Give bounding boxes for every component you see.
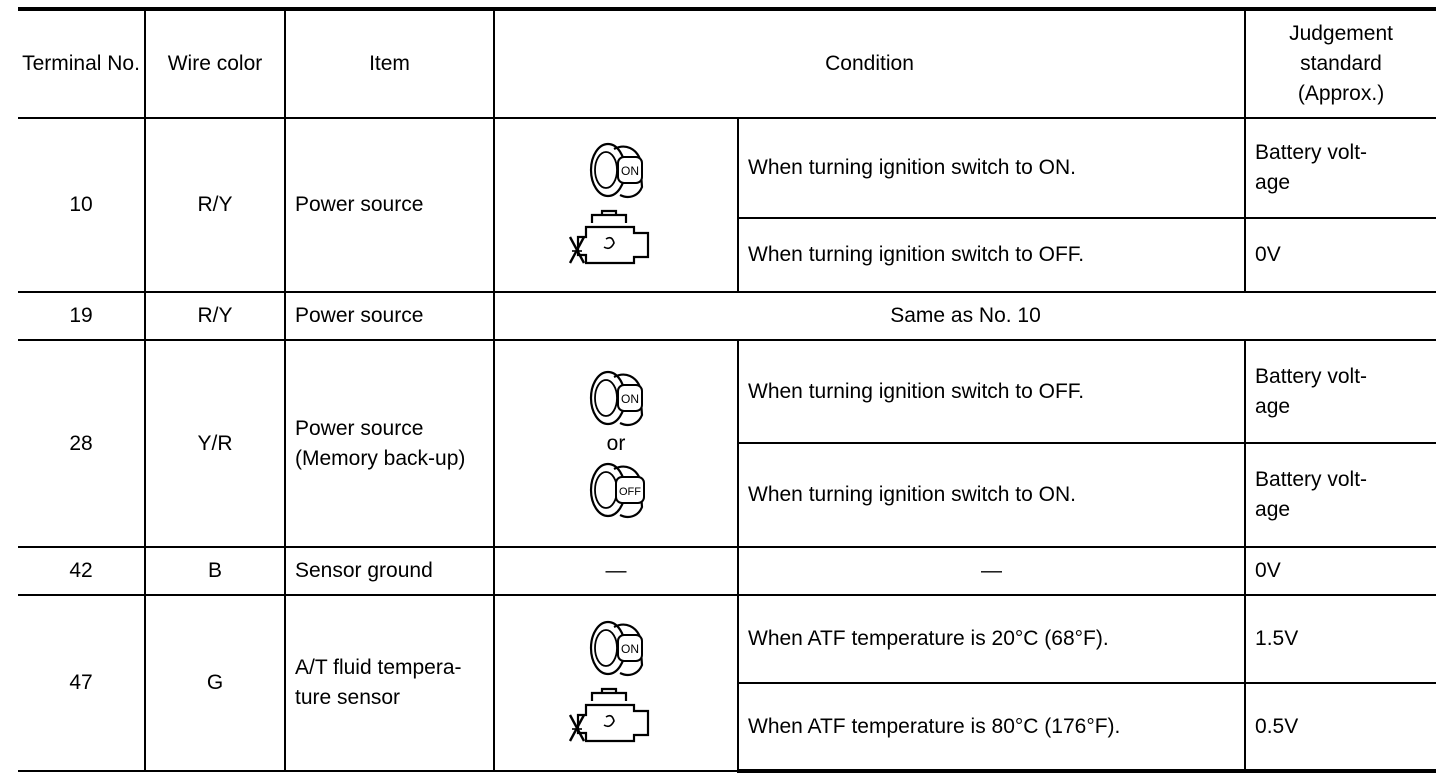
icon-on-label: ON	[621, 642, 639, 656]
condition-text-cell: When turning ignition switch to OFF.	[738, 340, 1245, 443]
judgement-standard-cell: Battery volt- age	[1245, 443, 1436, 547]
terminal-no-cell: 42	[18, 547, 145, 595]
table-row	[18, 340, 1436, 443]
judgement-standard-cell: Battery volt- age	[1245, 118, 1436, 218]
header-terminal-no: Terminal No.	[18, 9, 145, 118]
header-condition: Condition	[494, 9, 1245, 118]
condition-text-cell: When turning ignition switch to OFF.	[738, 218, 1245, 292]
engine-stopped-icon	[564, 207, 668, 273]
judgement-standard-cell: Battery volt- age	[1245, 340, 1436, 443]
judgement-standard-cell: 0V	[1245, 218, 1436, 292]
icon-on-label: ON	[621, 164, 639, 178]
engine-stopped-icon	[564, 685, 668, 751]
terminal-no-cell: 28	[18, 340, 145, 547]
condition-icons-cell	[494, 118, 738, 292]
terminal-no-cell: 10	[18, 118, 145, 292]
ignition-key-off-icon	[578, 457, 654, 523]
terminal-no-cell: 47	[18, 595, 145, 771]
item-cell: Power source (Memory back-up)	[285, 340, 494, 547]
condition-text-cell: —	[738, 547, 1245, 595]
condition-icons-cell	[494, 340, 738, 547]
ignition-key-on-icon	[578, 365, 654, 431]
condition-text-cell: When ATF temperature is 80°C (176°F).	[738, 683, 1245, 771]
wire-color-cell: Y/R	[145, 340, 285, 547]
ignition-key-on-icon	[578, 615, 654, 681]
wire-color-cell: R/Y	[145, 292, 285, 340]
wire-color-cell: R/Y	[145, 118, 285, 292]
table-row	[18, 595, 1436, 683]
same-as-cell: Same as No. 10	[494, 292, 1436, 340]
item-cell: A/T fluid tempera- ture sensor	[285, 595, 494, 771]
table-row	[18, 547, 1436, 595]
condition-text-cell: When turning ignition switch to ON.	[738, 118, 1245, 218]
wire-color-cell: G	[145, 595, 285, 771]
terminal-spec-table	[18, 7, 1436, 773]
icon-on-label: ON	[621, 391, 639, 406]
header-wire-color: Wire color	[145, 9, 285, 118]
or-separator: or	[606, 431, 626, 455]
item-cell: Power source	[285, 292, 494, 340]
condition-text-cell: When turning ignition switch to ON.	[738, 443, 1245, 547]
header-judgement-standard: Judgement standard (Approx.)	[1245, 9, 1436, 118]
terminal-no-cell: 19	[18, 292, 145, 340]
judgement-standard-cell: 1.5V	[1245, 595, 1436, 683]
condition-text-cell: When ATF temperature is 20°C (68°F).	[738, 595, 1245, 683]
item-cell: Sensor ground	[285, 547, 494, 595]
table-row	[18, 118, 1436, 218]
wire-color-cell: B	[145, 547, 285, 595]
header-row	[18, 9, 1436, 118]
table-row	[18, 292, 1436, 340]
icon-off-label: OFF	[619, 485, 641, 498]
condition-icons-cell: —	[494, 547, 738, 595]
condition-icons-cell	[494, 595, 738, 771]
item-cell: Power source	[285, 118, 494, 292]
judgement-standard-cell: 0.5V	[1245, 683, 1436, 771]
header-item: Item	[285, 9, 494, 118]
ignition-key-on-icon	[578, 137, 654, 203]
judgement-standard-cell: 0V	[1245, 547, 1436, 595]
